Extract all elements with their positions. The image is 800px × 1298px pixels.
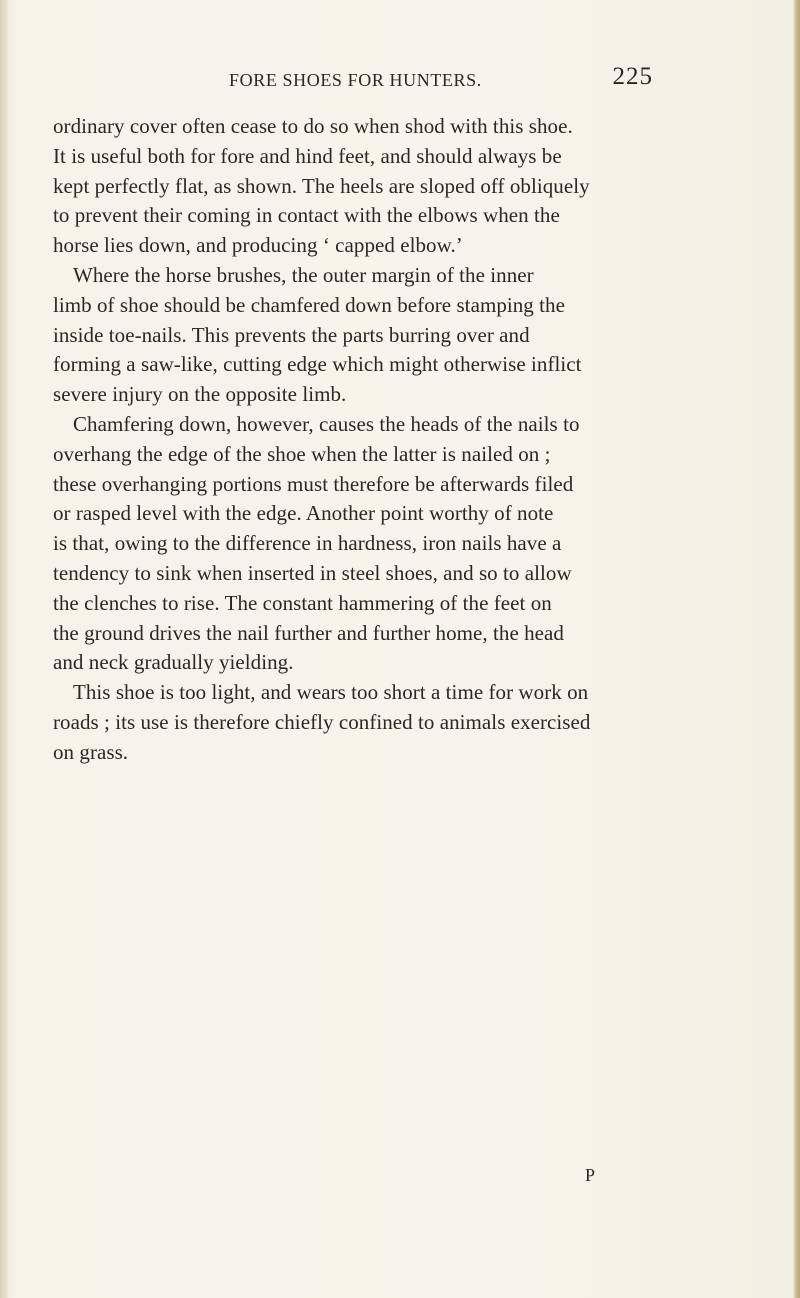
text-line: to prevent their coming in contact with the elbows when the — [53, 203, 560, 228]
text-line: It is useful both for fore and hind feet, and should always be — [53, 143, 562, 168]
text-line: ordinary cover often cease to do so when shod with this shoe. — [53, 114, 573, 138]
text-line: forming a saw-like, cutting edge which might otherwise inflict — [53, 352, 582, 377]
text-line: and neck gradually yielding. — [53, 650, 294, 675]
text-line: or rasped level with the edge. Another point worthy of note — [53, 501, 554, 526]
text-line: these overhanging portions must therefore be afterwards filed — [53, 471, 574, 496]
text-line: the clenches to rise. The constant hammering of the feet on — [53, 590, 552, 615]
signature-mark: P — [585, 1165, 596, 1185]
text-line: roads ; its use is therefore chiefly confined to animals exercised — [53, 709, 591, 734]
body-text — [53, 112, 653, 768]
text-line: horse lies down, and producing ‘ capped elbow.’ — [53, 233, 463, 258]
text-line: kept perfectly flat, as shown. The heels are sloped off obliquely — [53, 173, 590, 198]
text-line: tendency to sink when inserted in steel shoes, and so to allow — [53, 560, 572, 585]
text-line: severe injury on the opposite limb. — [53, 382, 347, 407]
paragraph-start-line: This shoe is too light, and wears too short a time for work on — [73, 680, 589, 705]
page-right-edge — [793, 0, 800, 1298]
text-line: on grass. — [53, 739, 129, 764]
paragraph-start-line: Chamfering down, however, causes the heads of the nails to — [73, 411, 580, 436]
text-line: the ground drives the nail further and further home, the head — [53, 620, 564, 645]
running-head — [53, 63, 653, 98]
text-line: overhang the edge of the shoe when the latter is nailed on ; — [53, 441, 551, 466]
page-left-edge — [0, 0, 8, 1298]
text-line: inside toe-nails. This prevents the parts burring over and — [53, 322, 530, 347]
text-line: is that, owing to the difference in hardness, iron nails have a — [53, 531, 562, 556]
page-number: 225 — [612, 63, 653, 90]
text-line: limb of shoe should be chamfered down before stamping the — [53, 292, 565, 317]
paragraph-start-line: Where the horse brushes, the outer margin of the inner — [73, 262, 534, 287]
running-head-title: FORE SHOES FOR HUNTERS. — [229, 70, 482, 90]
